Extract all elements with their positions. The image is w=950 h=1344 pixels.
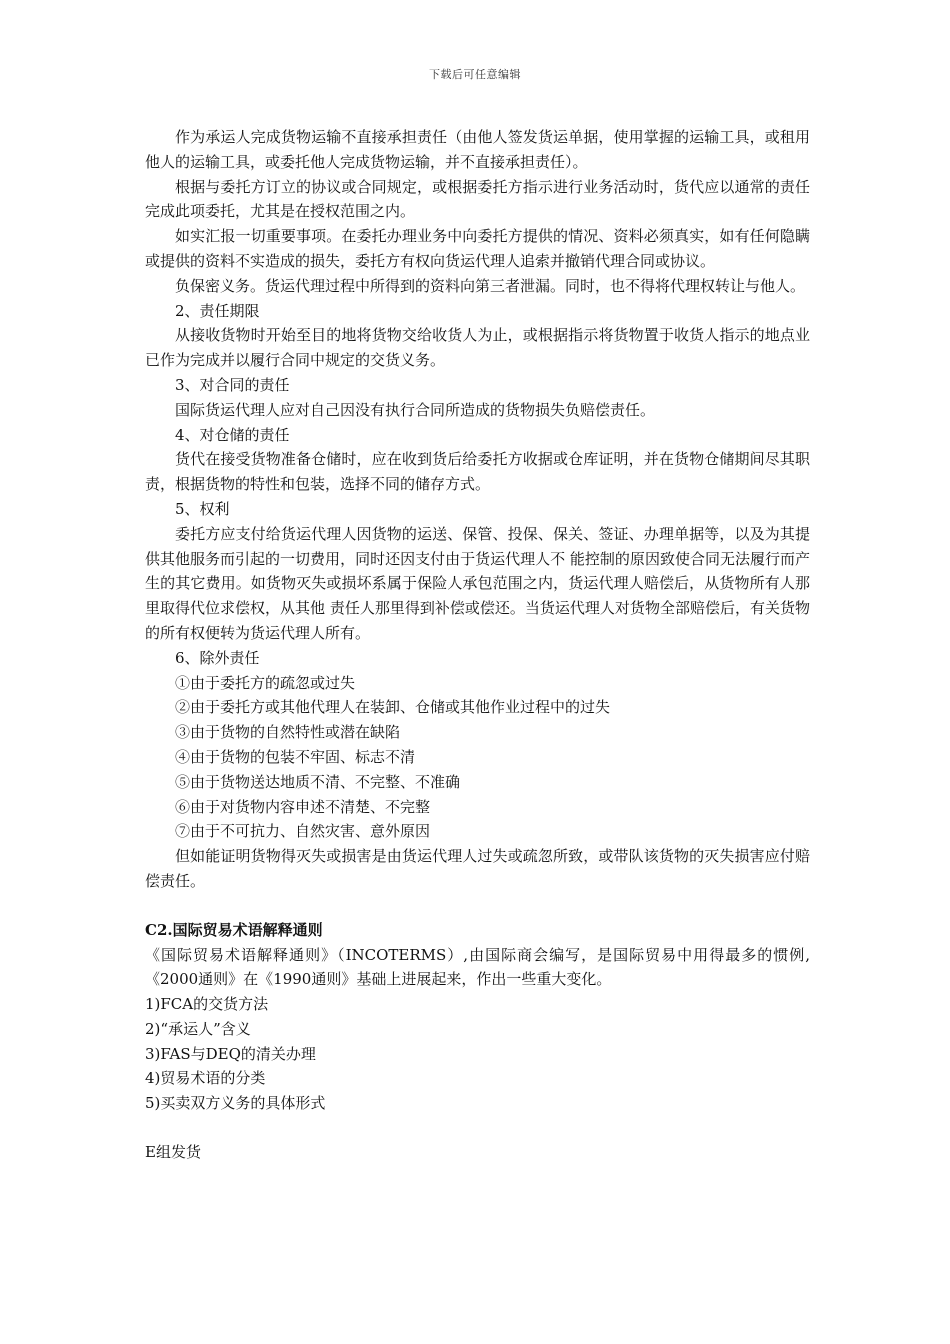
paragraph: 根据与委托方订立的协议或合同规定，或根据委托方指示进行业务活动时，货代应以通常的责任完成此项委托，尤其是在授权范围之内。 [145,177,810,221]
paragraph: 如实汇报一切重要事项。在委托办理业务中向委托方提供的情况、资料必须真实，如有任何隐瞒或提供的资料不实造成的损失，委托方有权向货运代理人追索并撤销代理合同或协议。 [145,227,810,270]
paragraph: 从接收货物时开始至目的地将货物交给收货人为止，或根据指示将货物置于收货人指示的地点业已作为完成并以履行合同中规定的交货义务。 [145,326,810,370]
subheading-liability-period: 2、责任期限 [175,301,260,320]
list-item: ⑤由于货物送达地质不清、不完整、不准确 [175,772,461,791]
subheading-rights: 5、权利 [175,499,230,518]
page-header: 下载后可任意编辑 [429,68,521,81]
list-item: ⑦由于不可抗力、自然灾害、意外原因 [175,822,431,841]
list-item: 3)FAS与DEQ的清关办理 [145,1044,316,1063]
paragraph: 委托方应支付给货运代理人因货物的运送、保管、投保、保关、签证、办理单据等，以及为其提供其他服务而引起的一切费用，同时还因支付由于货运代理人不 能控制的原因致使合同无法履行而产生的其它费用。如货物灭失或损坏系属于保险人承包范围之内，货运代理人赔偿后，从货物所有人那里取得代位求偿权，从其他 责任人那里得到补偿或偿还。当货运代理人对货物全部赔偿后，有关货物的所有权便转为货运代理人所有。 [145,524,810,642]
subheading-exclusions: 6、除外责任 [175,648,260,667]
list-item: ③由于货物的自然特性或潜在缺陷 [175,723,401,742]
list-item: 1)FCA的交货方法 [145,995,269,1014]
list-item: ②由于委托方或其他代理人在装卸、仓储或其他作业过程中的过失 [175,698,611,717]
list-item: 4)贸易术语的分类 [145,1069,266,1088]
list-item: ①由于委托方的疏忽或过失 [175,673,356,692]
list-item: 5)买卖双方义务的具体形式 [145,1094,326,1113]
subheading-contract-liability: 3、对合同的责任 [175,375,290,394]
paragraph: 货代在接受货物准备仓储时，应在收到货后给委托方收据或仓库证明，并在货物仓储期间尽其职责，根据货物的特性和包装，选择不同的储存方式。 [145,450,810,494]
paragraph: 但如能证明货物得灭失或损害是由货运代理人过失或疏忽所致，或带队该货物的灭失损害应付赔偿责任。 [145,847,810,890]
list-item: ⑥由于对货物内容申述不清楚、不完整 [175,797,431,816]
paragraph: 作为承运人完成货物运输不直接承担责任（由他人签发货运单据，使用掌握的运输工具，或租用他人的运输工具，或委托他人完成货物运输，并不直接承担责任）。 [145,128,810,171]
list-item: ④由于货物的包装不牢固、标志不清 [175,747,416,766]
list-item: 2)“承运人”含义 [145,1019,251,1038]
subsection-label: E组发货 [145,1143,201,1162]
paragraph: 负保密义务。货运代理过程中所得到的资料向第三者泄漏。同时，也不得将代理权转让与他人。 [175,276,806,295]
section-title: C2.国际贸易术语解释通则 [145,920,323,939]
paragraph: 《国际贸易术语解释通则》（INCOTERMS）,由国际商会编写，是国际贸易中用得最多的惯例,《2000通则》在《1990通则》基础上进展起来，作出一些重大变化。 [145,945,810,989]
subheading-storage-liability: 4、对仓储的责任 [175,425,290,444]
paragraph: 国际货运代理人应对自己因没有执行合同所造成的货物损失负赔偿责任。 [175,400,656,419]
document-body [145,125,810,1165]
